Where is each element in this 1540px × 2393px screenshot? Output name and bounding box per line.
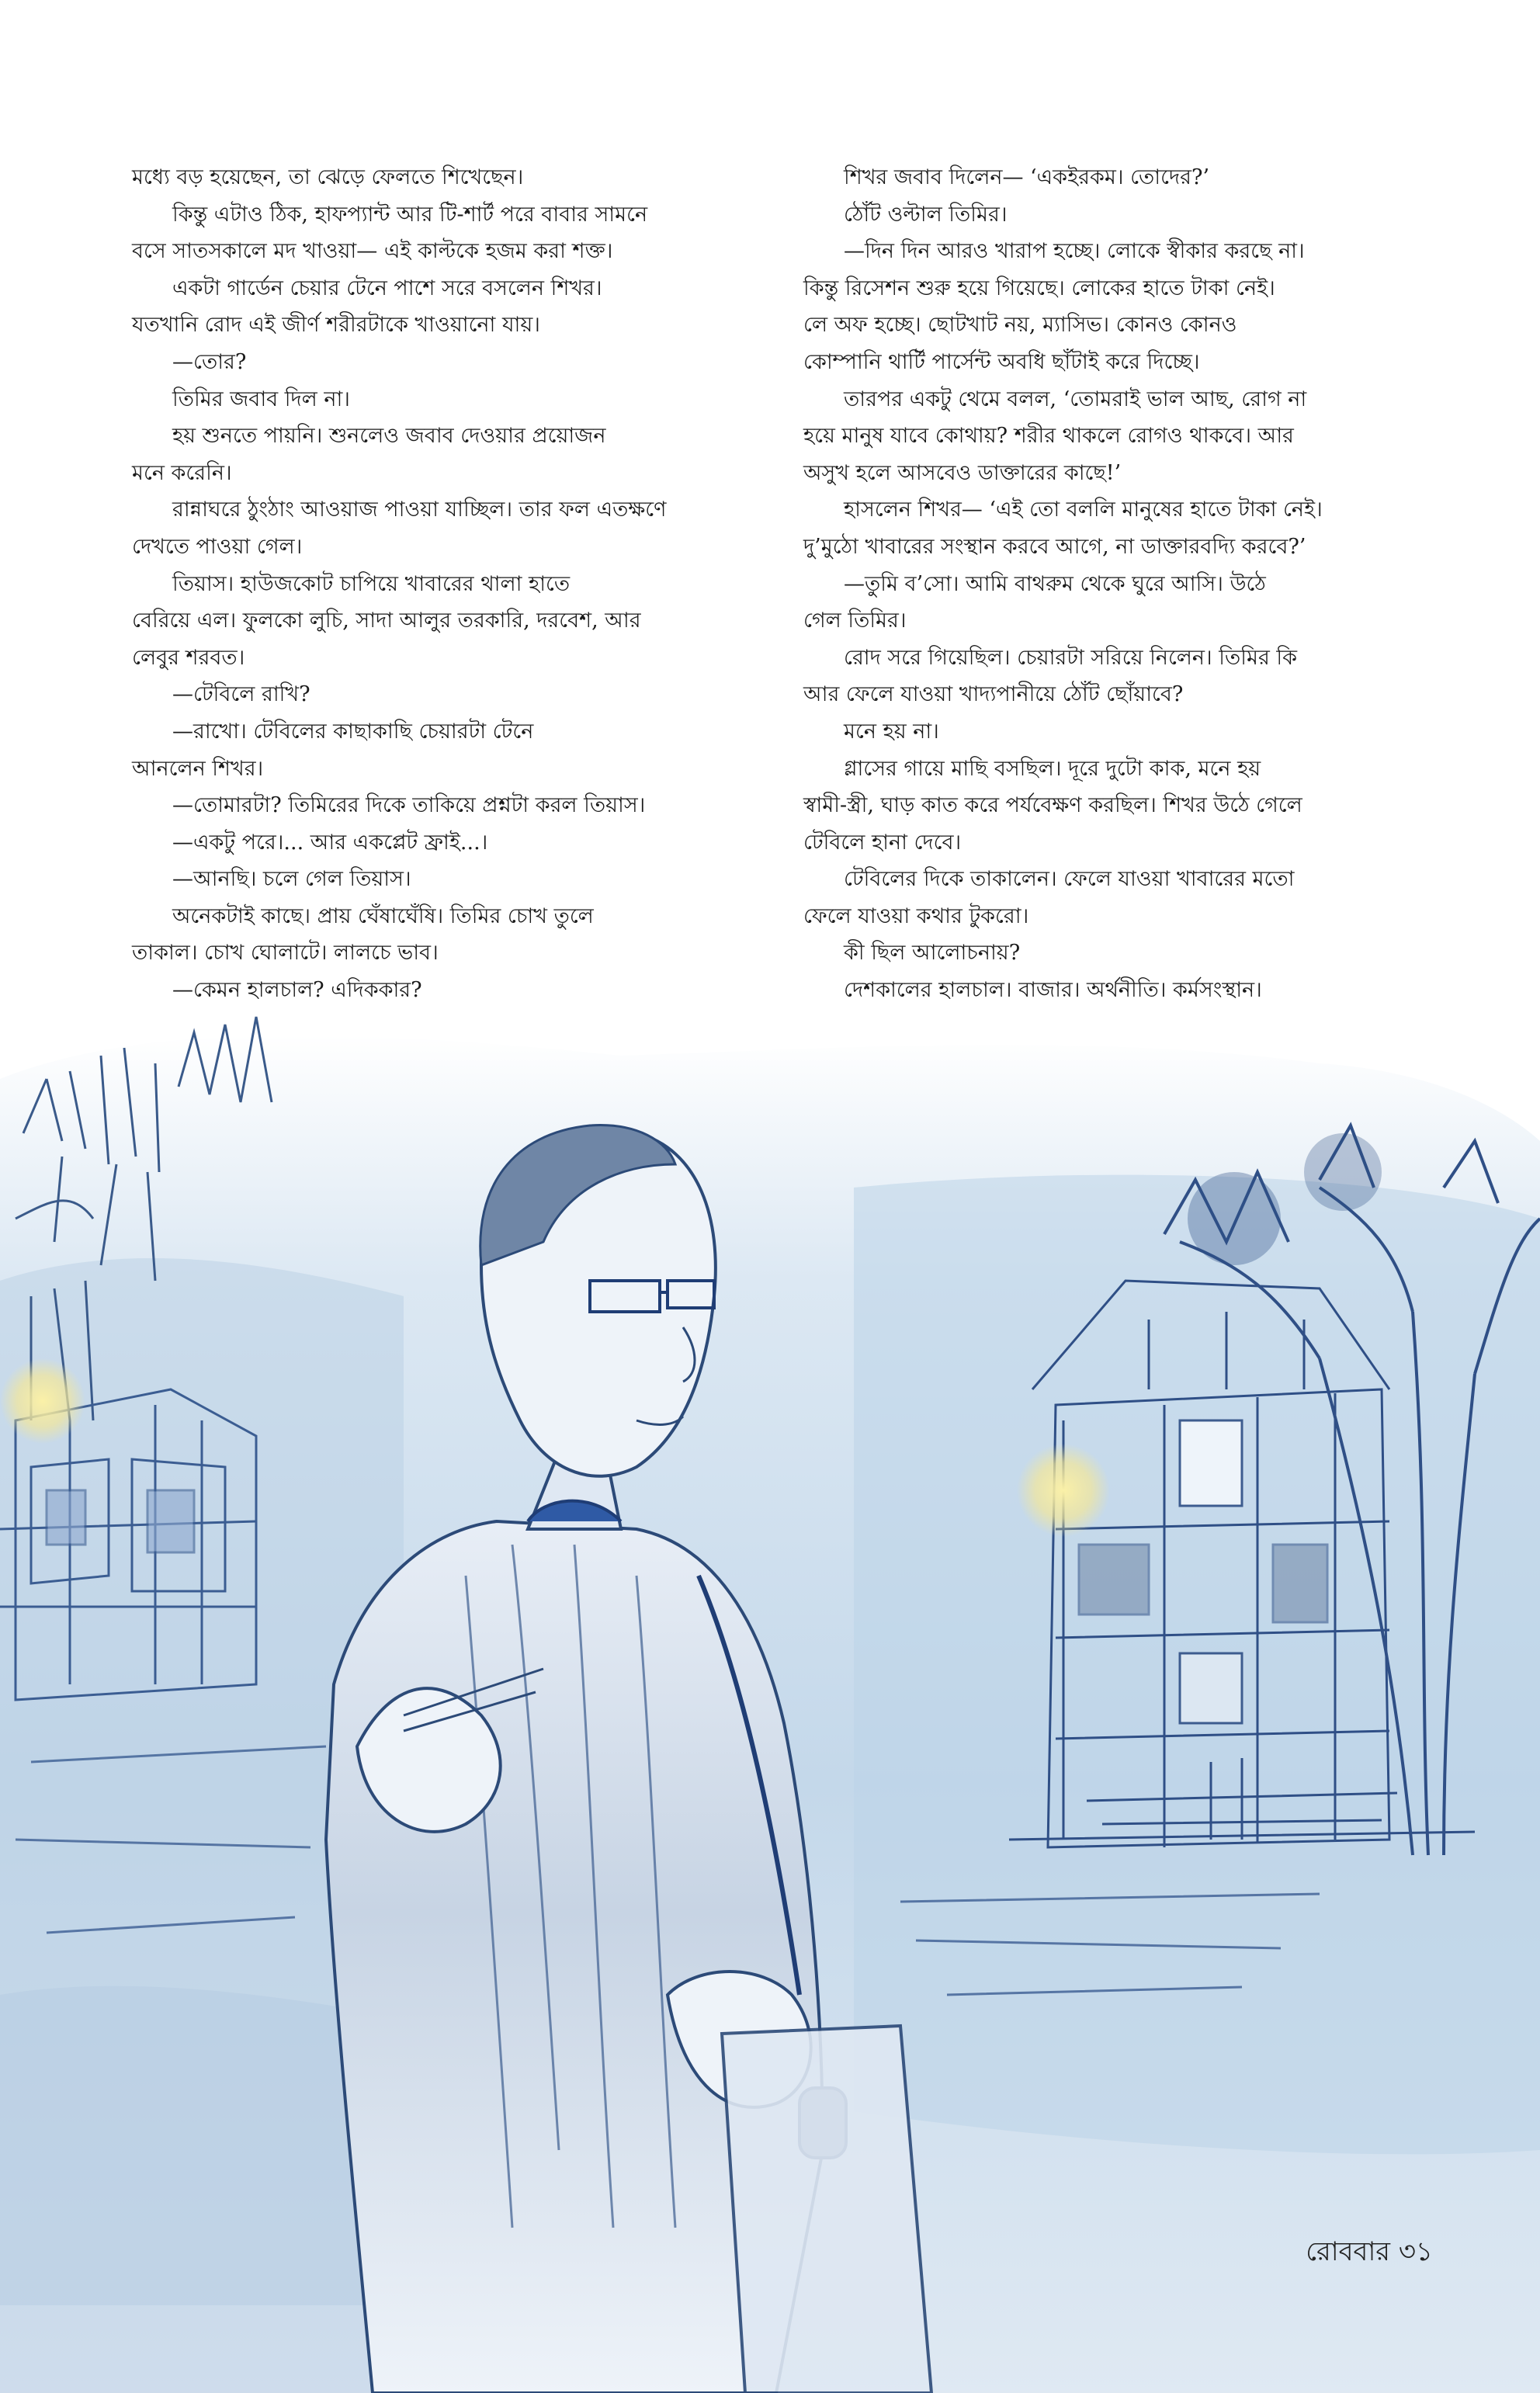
text-line: —কেমন হালচাল? এদিককার? [172,978,422,1003]
text-line: তারপর একটু থেমে বলল, ‘তোমরাই ভাল আছ, রোগ না [844,387,1307,411]
text-line: শিখর জবাব দিলেন— ‘একইরকম। তোদের?’ [844,165,1210,189]
text-line: তিমির জবাব দিল না। [172,387,350,411]
text-line: স্বামী-স্ত্রী, ঘাড় কাত করে পর্যবেক্ষণ করছিল। শিখর উঠে গেলে [803,793,1302,818]
text-line: একটা গার্ডেন চেয়ার টেনে পাশে সরে বসলেন শিখর। [172,276,602,300]
text-line: —তুমি ব’সো। আমি বাথরুম থেকে ঘুরে আসি। উঠে [844,571,1266,596]
text-line: টেবিলের দিকে তাকালেন। ফেলে যাওয়া খাবারের মতো [844,867,1295,892]
story-illustration [0,986,1540,2393]
text-line: কোম্পানি থার্টি পার্সেন্ট অবধি ছাঁটাই করে দিচ্ছে। [803,349,1200,374]
left-lamp-glow [0,1358,85,1444]
text-line: তাকাল। চোখ ঘোলাটে। লালচে ভাব। [132,941,439,966]
text-line: দেশকালের হালচাল। বাজার। অর্থনীতি। কর্মসংস্থান। [844,978,1262,1003]
text-line: টেবিলে হানা দেবে। [803,830,962,855]
text-line: মনে করেনি। [132,460,232,485]
text-line: হয় শুনতে পায়নি। শুনলেও জবাব দেওয়ার প্রয়োজন [172,424,606,449]
text-line: তিয়াস। হাউজকোট চাপিয়ে খাবারের থালা হাতে [172,571,571,596]
text-line: আনলেন শিখর। [132,756,264,781]
text-line: —একটু পরে।... আর একপ্লেট ফ্রাই...। [172,830,488,855]
text-line: রোদ সরে গিয়েছিল। চেয়ারটা সরিয়ে নিলেন। তিমির কি [844,645,1298,670]
text-line: ঠোঁট ওল্টাল তিমির। [844,202,1008,227]
text-line: —দিন দিন আরও খারাপ হচ্ছে। লোকে স্বীকার করছে না। [844,239,1305,264]
text-line: রান্নাঘরে ঠুংঠাং আওয়াজ পাওয়া যাচ্ছিল। তার ফল এতক্ষণে [172,498,667,522]
left-text-column [132,159,753,1009]
text-line: —তোমারটা? তিমিরের দিকে তাকিয়ে প্রশ্নটা করল তিয়াস। [172,793,646,818]
text-line: হাসলেন শিখর— ‘এই তো বললি মানুষের হাতে টাকা নেই। [844,498,1323,522]
text-line: গেল তিমির। [803,609,907,633]
text-line: —আনছি। চলে গেল তিয়াস। [172,867,411,892]
text-line: লে অফ হচ্ছে। ছোটখাট নয়, ম্যাসিভ। কোনও কোনও [803,313,1237,338]
page-footer-label: রোববার ৩১ [1306,2236,1433,2267]
text-line: হয়ে মানুষ যাবে কোথায়? শরীর থাকলে রোগও থাকবে। আর [803,424,1294,449]
text-line: গ্লাসের গায়ে মাছি বসছিল। দূরে দুটো কাক, মনে হয় [844,756,1261,781]
text-line: আর ফেলে যাওয়া খাদ্যপানীয়ে ঠোঁট ছোঁয়াবে? [803,682,1184,707]
text-line: বেরিয়ে এল। ফুলকো লুচি, সাদা আলুর তরকারি, দরবেশ, আর [132,609,641,633]
right-text-column [803,159,1424,1009]
text-line: ফেলে যাওয়া কথার টুকরো। [803,903,1029,928]
text-line: অসুখ হলে আসবেও ডাক্তারের কাছে!’ [803,460,1122,485]
text-line: —রাখো। টেবিলের কাছাকাছি চেয়ারটা টেনে [172,719,534,744]
text-line: দু’মুঠো খাবারের সংস্থান করবে আগে, না ডাক্তারবদ্যি করবে?’ [803,534,1306,559]
text-line: কী ছিল আলোচনায়? [844,941,1021,966]
text-line: বসে সাতসকালে মদ খাওয়া— এই কাল্টকে হজম করা শক্ত। [132,239,613,264]
text-line: অনেকটাই কাছে। প্রায় ঘেঁষাঘেঁষি। তিমির চোখ তুলে [172,903,594,928]
text-line: —তোর? [172,349,247,374]
right-lamp-glow [1017,1444,1110,1537]
text-line: মনে হয় না। [844,719,939,744]
text-line: দেখতে পাওয়া গেল। [132,534,303,559]
text-line: কিন্তু এটাও ঠিক, হাফপ্যান্ট আর টি-শার্ট পরে বাবার সামনে [172,202,648,227]
text-line: লেবুর শরবত। [132,645,245,670]
text-line: কিন্তু রিসেশন শুরু হয়ে গিয়েছে। লোকের হাতে টাকা নেই। [803,276,1275,300]
text-line: —টেবিলে রাখি? [172,682,310,707]
text-line: মধ্যে বড় হয়েছেন, তা ঝেড়ে ফেলতে শিখেছেন। [132,165,524,189]
text-line: যতখানি রোদ এই জীর্ণ শরীরটাকে খাওয়ানো যায়। [132,313,540,338]
